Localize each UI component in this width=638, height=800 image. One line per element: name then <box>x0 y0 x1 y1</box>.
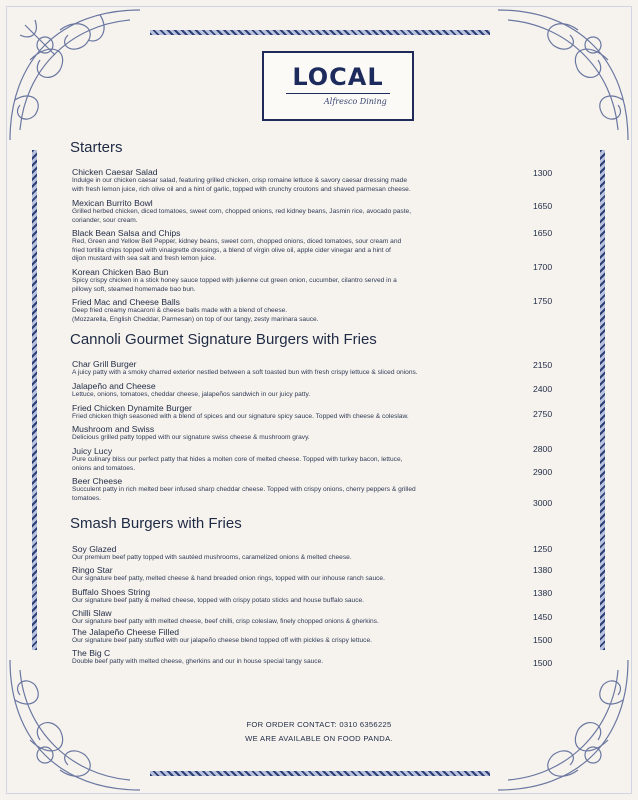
logo-wordmark: LOCAL <box>292 63 384 91</box>
menu-item-name: Chilli Slaw <box>72 608 112 618</box>
menu-item-name: Mexican Burrito Bowl <box>72 198 153 208</box>
menu-item-desc: Grilled herbed chicken, diced tomatoes, sweet corn, chopped onions, red kidney beans, Jasmin rice, avocado paste, coriander, sour cream. <box>72 208 412 224</box>
menu-item-name: Juicy Lucy <box>72 446 113 456</box>
menu-item-name: Soy Glazed <box>72 544 117 554</box>
section-title-signature-burgers: Cannoli Gourmet Signature Burgers with Fries <box>70 331 377 348</box>
menu-item-price: 1300 <box>533 168 553 178</box>
menu-item-desc: Our signature beef patty with melted cheese, beef chilli, crisp coleslaw, finely chopped onions & gherkins. <box>72 618 379 625</box>
menu-item-price: 1750 <box>533 296 553 306</box>
menu-item-name: Black Bean Salsa and Chips <box>72 228 181 238</box>
menu-item-name: Fried Mac and Cheese Balls <box>72 297 180 307</box>
menu-item-name: Beer Cheese <box>72 476 123 486</box>
section-title-smash-burgers: Smash Burgers with Fries <box>70 515 242 532</box>
corner-ornament-icon <box>488 0 638 150</box>
menu-item-name: Chicken Caesar Salad <box>72 167 158 177</box>
menu-item-name: Char Grill Burger <box>72 359 137 369</box>
menu-item-desc: Lettuce, onions, tomatoes, cheddar cheese, jalapeños sandwich in our juicy patty. <box>72 391 311 398</box>
section-title-starters: Starters <box>70 139 123 156</box>
menu-item-desc: Deep fried creamy macaroni & cheese balls made with a blend of cheese. (Mozzarella, English Cheddar, Parmesan) on top of our tangy, zesty marinara sauce. <box>72 307 319 323</box>
menu-item-price: 3000 <box>533 498 553 508</box>
menu-item-desc: Red, Green and Yellow Bell Pepper, kidney beans, sweet corn, chopped onions, diced tomatoes, sour cream and fried tortilla chips topped with vinaigrette dressings, a blend of virgin olive oil, apple cider vinegar and a hint of dijon mustard with sea salt and fresh lemon juice. <box>72 238 402 263</box>
menu-item-desc: Pure culinary bliss our perfect patty that hides a molten core of melted cheese. Topped with turkey bacon, lettuce, onions and tomatoes. <box>72 456 403 472</box>
menu-item-desc: A juicy patty with a smoky charred exterior nestled between a soft toasted bun with fresh crispy lettuce & sliced onions. <box>72 369 418 376</box>
menu-item-price: 2800 <box>533 444 553 454</box>
menu-item-name: Korean Chicken Bao Bun <box>72 267 169 277</box>
menu-item-desc: Spicy crispy chicken in a stick honey sauce topped with julienne cut green onion, cucumber, cilantro served in a pillowy soft, steamed homemade bao bun. <box>72 277 397 293</box>
rope-border-top <box>150 30 490 35</box>
rope-border-bottom <box>150 771 490 776</box>
menu-item-price: 1700 <box>533 262 553 272</box>
menu-item-desc: Double beef patty with melted cheese, gherkins and our in house special tangy sauce. <box>72 658 324 665</box>
menu-item-desc: Our premium beef patty topped with sautéed mushrooms, caramelized onions & melted cheese. <box>72 554 352 561</box>
menu-item-name: Buffalo Shoes String <box>72 587 151 597</box>
rope-border-right <box>600 150 605 650</box>
menu-item-price: 1500 <box>533 658 553 668</box>
menu-item-name: Mushroom and Swiss <box>72 424 155 434</box>
logo-divider <box>286 93 390 94</box>
order-contact-line: FOR ORDER CONTACT: 0310 6356225 <box>246 720 392 729</box>
menu-item-desc: Our signature beef patty stuffed with our jalapeño cheese blend topped off with pickles & crispy lettuce. <box>72 637 372 644</box>
logo-tagline: Alfresco Dining <box>324 97 387 106</box>
menu-item-desc: Our signature beef patty & melted cheese, topped with crispy potato sticks and house buffalo sauce. <box>72 597 365 604</box>
menu-item-name: Ringo Star <box>72 565 113 575</box>
menu-item-price: 1380 <box>533 565 553 575</box>
rope-border-left <box>32 150 37 650</box>
menu-item-price: 2750 <box>533 409 553 419</box>
restaurant-logo <box>262 51 414 121</box>
menu-item-name: Jalapeño and Cheese <box>72 381 156 391</box>
corner-ornament-icon <box>0 0 150 150</box>
menu-item-price: 1250 <box>533 544 553 554</box>
menu-item-price: 1450 <box>533 612 553 622</box>
menu-item-desc: Indulge in our chicken caesar salad, featuring grilled chicken, crisp romaine lettuce & savory caesar dressing made with fresh lemon juice, rich olive oil and a hint of garlic, topped with crunchy croutons and shaved parmesan cheese. <box>72 177 411 193</box>
menu-item-desc: Our signature beef patty, melted cheese & hand breaded onion rings, topped with our inhouse ranch sauce. <box>72 575 385 582</box>
menu-item-desc: Succulent patty in rich melted beer infused sharp cheddar cheese. Topped with crispy onions, cherry peppers & grilled tomatoes. <box>72 486 416 502</box>
menu-item-price: 2400 <box>533 384 553 394</box>
menu-item-name: Fried Chicken Dynamite Burger <box>72 403 192 413</box>
menu-item-price: 1380 <box>533 588 553 598</box>
menu-item-price: 1650 <box>533 228 553 238</box>
menu-item-price: 2900 <box>533 467 553 477</box>
menu-item-price: 2150 <box>533 360 553 370</box>
food-panda-line: WE ARE AVAILABLE ON FOOD PANDA. <box>245 734 393 743</box>
menu-item-desc: Delicious grilled patty topped with our signature swiss cheese & mushroom gravy. <box>72 434 310 441</box>
menu-item-desc: Fried chicken thigh seasoned with a blend of spices and our signature spicy sauce. Topped with cheese & coleslaw. <box>72 413 409 420</box>
menu-item-price: 1650 <box>533 201 553 211</box>
menu-item-price: 1500 <box>533 635 553 645</box>
menu-item-name: The Jalapeño Cheese Filled <box>72 627 180 637</box>
menu-item-name: The Big C <box>72 648 111 658</box>
